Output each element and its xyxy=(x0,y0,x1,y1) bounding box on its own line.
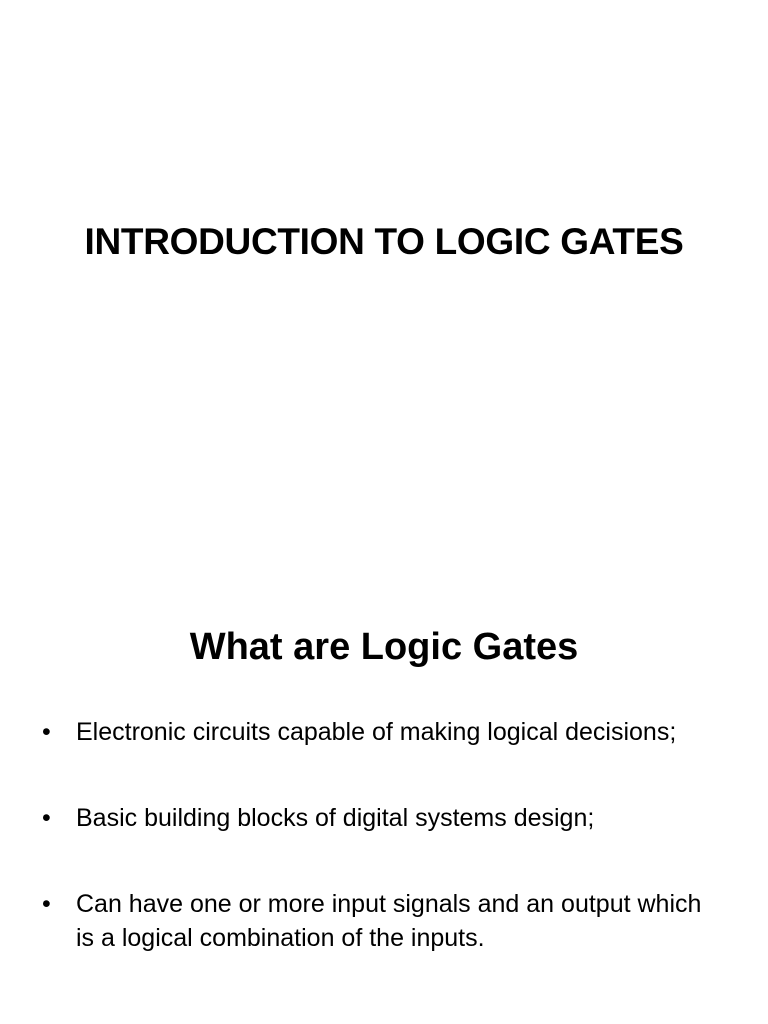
slide-title: INTRODUCTION TO LOGIC GATES xyxy=(84,221,684,262)
bullet-icon: • xyxy=(42,890,51,918)
bullet-icon: • xyxy=(42,804,51,832)
bullet-text: Basic building blocks of digital systems design; xyxy=(76,804,595,832)
bullet-text: Electronic circuits capable of making logical decisions; xyxy=(76,718,677,746)
slide-heading: What are Logic Gates xyxy=(189,626,579,668)
bullet-icon: • xyxy=(42,718,51,746)
bullet-list xyxy=(0,715,768,955)
title-slide xyxy=(0,0,768,510)
bullet-item xyxy=(0,801,768,835)
content-slide xyxy=(0,510,768,1024)
bullet-item xyxy=(0,887,768,955)
bullet-text: Can have one or more input signals and an output which is a logical combination of the inputs. xyxy=(76,890,702,952)
bullet-item xyxy=(0,715,768,749)
